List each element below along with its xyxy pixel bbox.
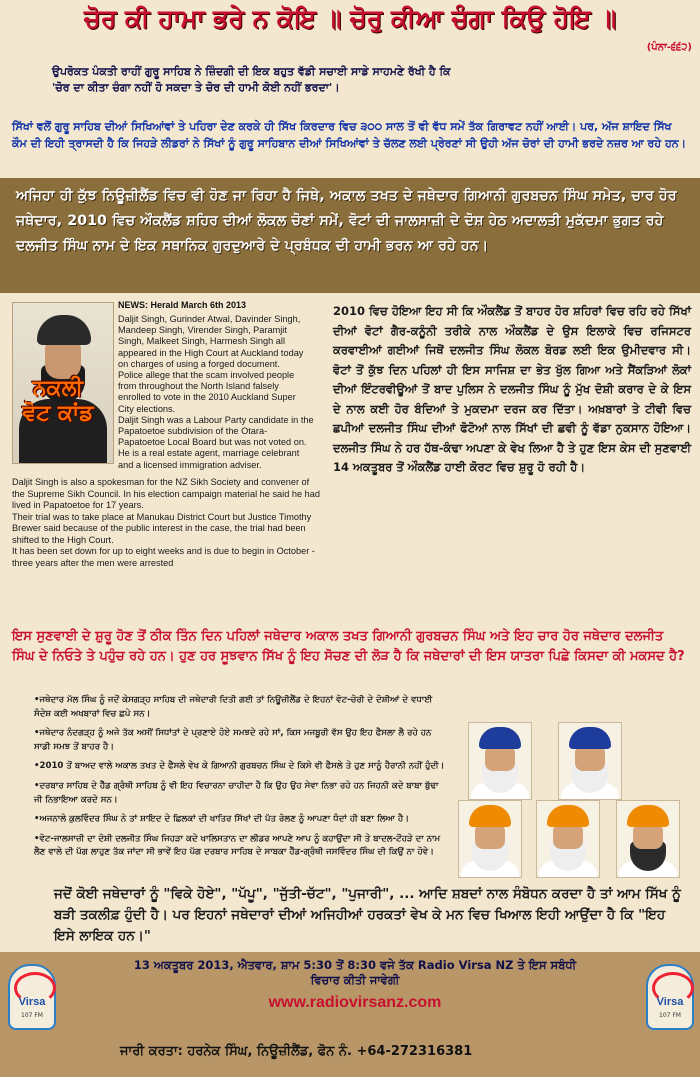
sikh-teaching-paragraph: ਸਿੱਖਾਂ ਵਲੋਂ ਗੁਰੂ ਸਾਹਿਬ ਦੀਆਂ ਸਿਖਿਆਂਵਾਂ ਤੇ ਪਹਿਰਾ ਦੇਣ ਕਰਕੇ ਹੀ ਸਿੱਖ ਕਿਰਦਾਰ ਵਿਚ ੩੦੦ ਸਾਲ ਤੋਂ ਵੀ ਵੱਧ ਸਮੇਂ ਤੱਕ ਗਿਰਾਵਟ ਨਹੀਂ ਆਈ। ਪਰ, ਅੱਜ ਸ਼ਾਇਦ ਸਿੱਖ ਕੌਮ ਦੀ ਇਹੀ ਤ੍ਰਾਸਦੀ ਹੈ ਕਿ ਜਿਹੜੇ ਲੀਡਰਾਂ ਨੇ ਸਿੱਖਾਂ ਨੂੰ ਗੁਰੂ ਸਾਹਿਬਾਨ ਦੀਆਂ ਸਿਖਿਆਂਵਾਂ ਤੇ ਚੱਲਣ ਲਈ ਪ੍ਰੇਰਣਾਂ ਸੀ ਉਹੀ ਅੱਜ ਚੋਰਾਂ ਦੀ ਹਾਮੀ ਭਰਦੇ ਨਜ਼ਰ ਆ ਰਹੇ ਹਨ। [12,120,687,150]
list-item: •ਵੋਟ-ਜਾਲਸਾਜ਼ੀ ਦਾ ਦੋਸ਼ੀ ਦਲਜੀਤ ਸਿੰਘ ਜਿਹੜਾ ਕਦੇ ਖਾਲਿਸਤਾਨ ਦਾ ਲੀਡਰ ਆਪਣੇ ਆਪ ਨੂੰ ਕਹਾਉਂਦਾ ਸੀ ਤੇ ਬਾਦਲ-ਟੌਹੜੇ ਦਾ ਨਾਮ ਲੈਣ ਵਾਲੇ ਦੀ ਪੱਗ ਲਾਹੁਣ ਤੱਕ ਜਾਂਦਾ ਸੀ ਭਾਵੇਂ ਇਹ ਪੱਗ ਦਰਬਾਰ ਸਾਹਿਬ ਦੇ ਸਾਬਕਾ ਹੈੱਡ-ਗ੍ਰੰਥੀ ਜਸਵਿੰਦਰ ਸਿੰਘ ਦੀ ਕਿਉਂ ਨਾ ਹੋਵੇ। [34,833,441,858]
intro-text [52,64,652,96]
jathedar-portraits [458,722,690,872]
page-reference: (ਪੰਨਾ-੬੬੨) [646,42,692,53]
fake-vote-label [8,376,108,426]
news-column [118,314,314,471]
list-item: •ਦਰਬਾਰ ਸਾਹਿਬ ਦੇ ਹੈੱਡ ਗ੍ਰੰਥੀ ਸਾਹਿਬ ਨੂੰ ਵੀ ਇਹ ਵਿਚਾਰਨਾ ਚਾਹੀਦਾ ਹੈ ਕਿ ਉਹ ਉਹ ਸੇਵਾ ਨਿਭਾ ਰਹੇ ਹਨ ਜਿਹਨੀ ਕਦੇ ਬਾਬਾ ਬੁੱਢਾ ਜੀ ਨਿਭਾਇਆ ਕਰਦੇ ਸਨ। [34,780,439,805]
news-continued [12,477,320,569]
portrait [468,722,532,800]
portrait [558,722,622,800]
list-item: •ਜਥੇਦਾਰ ਨੰਦਗੜ੍ਹ ਨੂੰ ਅਜੇ ਤੱਕ ਅਸੀਂ ਸਿਧਾਂਤਾਂ ਦੇ ਪ੍ਰਣਾਏ ਹੋਏ ਸਮਝਦੇ ਰਹੇ ਸਾਂ, ਕਿਸ ਮਜਬੂਰੀ ਵੱਸ ਉਹ ਇਹ ਫੈਸਲਾ ਲੈ ਰਹੇ ਹਨ ਸਾਡੀ ਸਮਝ ਤੋਂ ਬਾਹਰ ਹੈ। [34,728,432,752]
issuer-contact: ਜਾਰੀ ਕਰਤਾ: ਹਰਨੇਕ ਸਿੰਘ, ਨਿਊਜ਼ੀਲੈਂਡ, ਫੋਨ ਨੰ. +64-272316381 [120,1044,473,1059]
logo-name: Virsa [18,996,46,1008]
list-item: •ਜਥੇਦਾਰ ਮੱਲ ਸਿੰਘ ਨੂੰ ਜਦੋਂ ਕੇਸਗੜ੍ਹ ਸਾਹਿਬ ਦੀ ਜਥੇਦਾਰੀ ਦਿਤੀ ਗਈ ਤਾਂ ਨਿਊਜ਼ੀਲੈਂਡ ਦੇ ਇਹਨਾਂ ਵੋਟ-ਚੋਰੀ ਦੇ ਦੋਸ਼ੀਆਂ ਦੇ ਵਧਾਈ ਸੰਦੇਸ਼ ਕਈ ਅਖਬਾਰਾਂ ਵਿਚ ਛਪੇ ਸਨ। [34,695,433,719]
page-title: ਚੋਰ ਕੀ ਹਾਮਾ ਭਰੇ ਨ ਕੋਇ ॥ ਚੋਰੁ ਕੀਆ ਚੰਗਾ ਕਿਉ ਹੋਇ ॥ [83,4,617,33]
highlight-box [0,178,700,293]
news-paragraph: It has been set down for up to eight weeks and is due to begin in October - three years after the men were arrested [12,546,315,568]
radio-virsa-logo [8,964,56,1030]
intro-quote: 'ਚੋਰ ਦਾ ਕੀਤਾ ਚੰਗਾ ਨਹੀਂ ਹੋ ਸਕਦਾ ਤੇ ਚੋਰ ਦੀ ਹਾਮੀ ਕੋਈ ਨਹੀਂ ਭਰਦਾ'। [52,81,340,94]
portrait [458,800,522,878]
news-heading: NEWS: Herald March 6th 2013 [118,300,247,310]
intro-line-1: ਉਪਰੋਕਤ ਪੰਕਤੀ ਰਾਹੀਂ ਗੁਰੂ ਸਾਹਿਬ ਨੇ ਜ਼ਿੰਦਗੀ ਦੀ ਇਕ ਬਹੁਤ ਵੱਡੀ ਸਚਾਈ ਸਾਡੇ ਸਾਹਮਣੇ ਰੱਖੀ ਹੈ ਕਿ [52,65,451,78]
fake-label-line-1: ਨਕਲੀ [32,376,84,401]
portrait [536,800,600,878]
highlight-text: ਅਜਿਹਾ ਹੀ ਕੁੱਝ ਨਿਊਜ਼ੀਲੈਂਡ ਵਿਚ ਵੀ ਹੋਣ ਜਾ ਰਿਹਾ ਹੈ ਜਿਥੇ, ਅਕਾਲ ਤਖਤ ਦੇ ਜਥੇਦਾਰ ਗਿਆਨੀ ਗੁਰਬਚਨ ਸਿੰਘ ਸਮੇਤ, ਚਾਰ ਹੋਰ ਜਥੇਦਾਰ, 2010 ਵਿਚ ਔਕਲੈਂਡ ਸ਼ਹਿਰ ਦੀਆਂ ਲੋਕਲ ਚੋਣਾਂ ਸਮੇਂ, ਵੋਟਾਂ ਦੀ ਜਾਲਸਾਜ਼ੀ ਦੇ ਦੋਸ਼ ਹੇਠ ਅਦਾਲਤੀ ਮੁਕੱਦਮਾ ਭੁਗਤ ਰਹੇ ਦਲਜੀਤ ਸਿੰਘ ਨਾਮ ਦੇ ਇਕ ਸਥਾਨਿਕ ਗੁਰਦੁਆਰੇ ਦੇ ਪ੍ਰਬੰਧਕ ਦੀ ਹਾਮੀ ਭਰਨ ਆ ਰਹੇ ਹਨ। [16,188,677,254]
news-paragraph: Daljit Singh was a Labour Party candidate in the Papatoetoe subdivision of the Otara-Papatoetoe Local Board but was not voted on. He is a real estate agent, marriage celebrant and a licensed immigration adviser. [118,414,314,470]
news-paragraph: Daljit Singh, Gurinder Atwal, Davinder Singh, Mandeep Singh, Virender Singh, Paramjit Singh, Malkeet Singh, Harmesh Singh all appeared in the High Court at Auckland today on charges of using a forged document. [118,314,304,369]
news-paragraph: Their trial was to take place at Manukau District Court but Justice Timothy Brewer said because of the public interest in the case, the trial had been shifted to the High Court. [12,511,312,545]
logo-name: Virsa [656,996,684,1008]
news-paragraph: Daljit Singh is also a spokesman for the NZ Sikh Society and convener of the Supreme Sikh Council. In his election campaign material he said he had lived in Papatoetoe for 17 years. [12,477,320,510]
logo-frequency: 107 FM [659,1012,681,1019]
radio-virsa-logo [646,964,694,1030]
list-item: •ਅਜਨਾਲੇ ਕੁਲਵਿੰਦਰ ਸਿੰਘ ਨੇ ਤਾਂ ਸ਼ਾਇਦ ਦੇ ਛਿਲਕਾਂ ਦੀ ਖਾਤਿਰ ਸਿੱਖਾਂ ਦੀ ਪੱਤ ਰੋਲਣ ਨੂੰ ਆਪਣਾ ਧੰਦਾਂ ਹੀ ਬਣਾ ਲਿਆ ਹੈ। [34,814,410,825]
fake-label-line-2: ਵੋਟ ਕਾਂਡ [22,401,94,426]
question-paragraph: ਇਸ ਸੁਣਵਾਈ ਦੇ ਸ਼ੁਰੂ ਹੋਣ ਤੋਂ ਠੀਕ ਤਿੰਨ ਦਿਨ ਪਹਿਲਾਂ ਜਥੇਦਾਰ ਅਕਾਲ ਤਖਤ ਗਿਆਨੀ ਗੁਰਬਚਨ ਸਿੰਘ ਅਤੇ ਇਹ ਚਾਰ ਹੋਰ ਜਥੇਦਾਰ ਦਲਜੀਤ ਸਿੰਘ ਦੇ ਨਿਓਤੇ ਤੇ ਪਹੁੰਚ ਰਹੇ ਹਨ। ਹੁਣ ਹਰ ਸੂਝਵਾਨ ਸਿੱਖ ਨੂੰ ਇਹ ਸੋਚਣ ਦੀ ਲੋੜ ਹੈ ਕਿ ਜਥੇਦਾਰਾਂ ਦੀ ਇਸ ਯਾਤਰਾ ਪਿਛੇ ਕਿਸਦਾ ਕੀ ਮਕਸਦ ਹੈ? [12,629,685,664]
event-announcement: 13 ਅਕਤੂਬਰ 2013, ਐਤਵਾਰ, ਸ਼ਾਮ 5:30 ਤੋਂ 8:30 ਵਜੇ ਤੱਕ Radio Virsa NZ ਤੇ ਇਸ ਸਬੰਧੀ ਵਿਚਾਰ ਕੀਤੀ ਜਾਵੇਗੀ [133,958,577,987]
website-link[interactable]: www.radiovirsanz.com [268,994,442,1011]
bullet-list [34,694,449,866]
list-item: •2010 ਤੋਂ ਬਾਅਦ ਵਾਲੇ ਅਕਾਲ ਤਖਤ ਦੇ ਫੈਸਲੇ ਵੇਖ ਕੇ ਗਿਆਨੀ ਗੁਰਬਚਨ ਸਿੰਘ ਦੇ ਕਿਸੇ ਵੀ ਫੈਸਲੇ ਤੇ ਹੁਣ ਸਾਨੂੰ ਹੈਰਾਨੀ ਨਹੀਂ ਹੁੰਦੀ। [34,761,445,772]
news-paragraph: Police allege that the scam involved people from throughout the North Island falsely enrolled to vote in the 2010 Auckland Super City elections. [118,370,296,414]
portrait [616,800,680,878]
logo-frequency: 107 FM [21,1012,43,1019]
closing-paragraph: ਜਦੋਂ ਕੋਈ ਜਥੇਦਾਰਾਂ ਨੂੰ "ਵਿਕੇ ਹੋਏ", "ਪੱਪੂ", "ਜੁੱਤੀ-ਚੱਟ", "ਪੁਜਾਰੀ", ... ਆਦਿ ਸ਼ਬਦਾਂ ਨਾਲ ਸੰਬੋਧਨ ਕਰਦਾ ਹੈ ਤਾਂ ਆਮ ਸਿੱਖ ਨੂੰ ਬੜੀ ਤਕਲੀਫ਼ ਹੁੰਦੀ ਹੈ। ਪਰ ਇਹਨਾਂ ਜਥੇਦਾਰਾਂ ਦੀਆਂ ਅਜਿਹੀਆਂ ਹਰਕਤਾਂ ਵੇਖ ਕੇ ਮਨ ਵਿਚ ਖਿਆਲ ਇਹੀ ਆਉਂਦਾ ਹੈ ਕਿ "ਇਹ ਇਸੇ ਲਾਇਕ ਹਨ।" [54,886,681,944]
case-background-text: 2010 ਵਿਚ ਹੋਇਆ ਇਹ ਸੀ ਕਿ ਔਕਲੈਂਡ ਤੋਂ ਬਾਹਰ ਹੋਰ ਸ਼ਹਿਰਾਂ ਵਿਚ ਰਹਿ ਰਹੇ ਸਿੱਖਾਂ ਦੀਆਂ ਵੋਟਾਂ ਗੈਰ-ਕਨੂੰਨੀ ਤਰੀਕੇ ਨਾਲ ਔਕਲੈਂਡ ਦੇ ਉਸ ਇਲਾਕੇ ਵਿਚ ਰਜਿਸਟਰ ਕਰਵਾਈਆਂ ਗਈਆਂ ਜਿਥੋਂ ਦਲਜੀਤ ਸਿੰਘ ਲੋਕਲ ਬੋਰਡ ਲਈ ਇਕ ਉਮੀਦਵਾਰ ਸੀ। ਵੋਟਾਂ ਤੋਂ ਕੁੱਝ ਦਿਨ ਪਹਿਲਾਂ ਹੀ ਇਸ ਸਾਜਿਸ਼ ਦਾ ਭੇਤ ਖੁੱਲ ਗਿਆ ਅਤੇ ਸੈਂਕੜਿਆਂ ਲੋਕਾਂ ਦੀਆਂ ਇੰਟਰਵੀਊਆਂ ਤੋਂ ਬਾਦ ਪੁਲਿਸ ਨੇ ਦਲਜੀਤ ਸਿੰਘ ਨੂੰ ਮੁੱਖ ਦੋਸ਼ੀ ਕਰਾਰ ਦੇ ਕੇ ਇਸ ਦੇ ਨਾਲ ਕਈ ਹੋਰ ਬੰਦਿਆਂ ਤੇ ਮੁਕਦਮਾ ਦਰਜ ਕਰ ਦਿੱਤਾ। ਅਖ਼ਬਾਰਾਂ ਤੇ ਟੀਵੀ ਵਿਚ ਛਪੀਆਂ ਦਲਜੀਤ ਸਿੰਘ ਦੀਆਂ ਫੋਟੋਆਂ ਨਾਲ ਸਿੱਖਾਂ ਦੀ ਛਵੀ ਨੂੰ ਵੱਡਾ ਨੁਕਸਾਨ ਹੋਇਆ। ਦਲਜੀਤ ਸਿੰਘ ਨੇ ਹਰ ਹੱਥ-ਕੰਢਾ ਅਪਣਾ ਕੇ ਵੇਖ ਲਿਆ ਹੈ ਤੇ ਹੁਣ ਇਸ ਕੇਸ ਦੀ ਸੁਣਵਾਈ 14 ਅਕਤੂਬਰ ਤੋਂ ਔਕਲੈਂਡ ਹਾਈ ਕੋਰਟ ਵਿਚ ਸ਼ੁਰੂ ਹੋ ਰਹੀ ਹੈ। [333,304,691,474]
